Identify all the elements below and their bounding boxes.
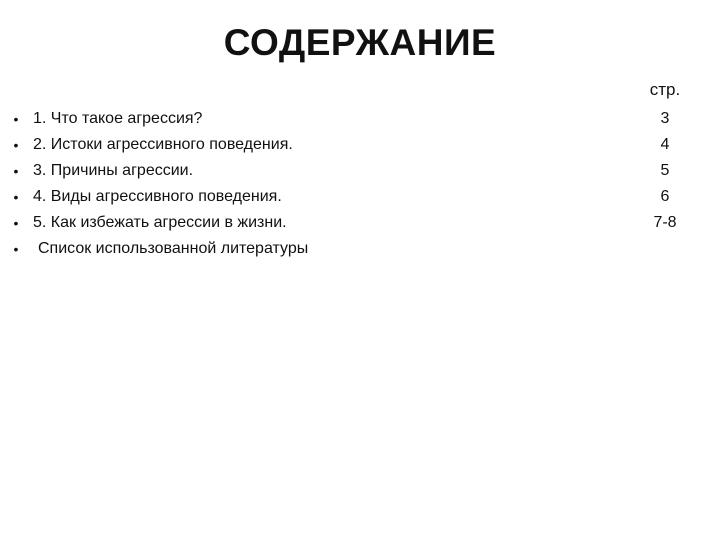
toc-item-label: 4. Виды агрессивного поведения.	[33, 188, 282, 205]
bullet-icon: •	[13, 189, 19, 205]
list-item	[0, 158, 720, 184]
toc-item-label: 5. Как избежать агрессии в жизни.	[33, 214, 287, 231]
toc-item-page: 4	[660, 136, 670, 153]
bullet-icon: •	[13, 215, 19, 231]
bullet-icon: •	[13, 241, 19, 257]
bullet-icon: •	[13, 111, 19, 127]
table-of-contents	[0, 106, 720, 262]
toc-item-label: 1. Что такое агрессия?	[33, 110, 203, 127]
page-title: СОДЕРЖАНИЕ	[223, 22, 497, 63]
toc-item-page: 3	[660, 110, 670, 127]
toc-item-label: Список использованной литературы	[38, 240, 309, 257]
bullet-icon: •	[13, 137, 19, 153]
toc-item-label: 3. Причины агрессии.	[33, 162, 194, 179]
list-item	[0, 132, 720, 158]
toc-item-page: 5	[660, 162, 670, 179]
list-item	[0, 184, 720, 210]
toc-item-label: 2. Истоки агрессивного поведения.	[33, 136, 293, 153]
list-item	[0, 106, 720, 132]
toc-item-page: 6	[660, 188, 670, 205]
list-item	[0, 236, 720, 262]
toc-item-page: 7-8	[653, 214, 677, 231]
page-column-header: стр.	[649, 80, 681, 99]
list-item	[0, 210, 720, 236]
bullet-icon: •	[13, 163, 19, 179]
